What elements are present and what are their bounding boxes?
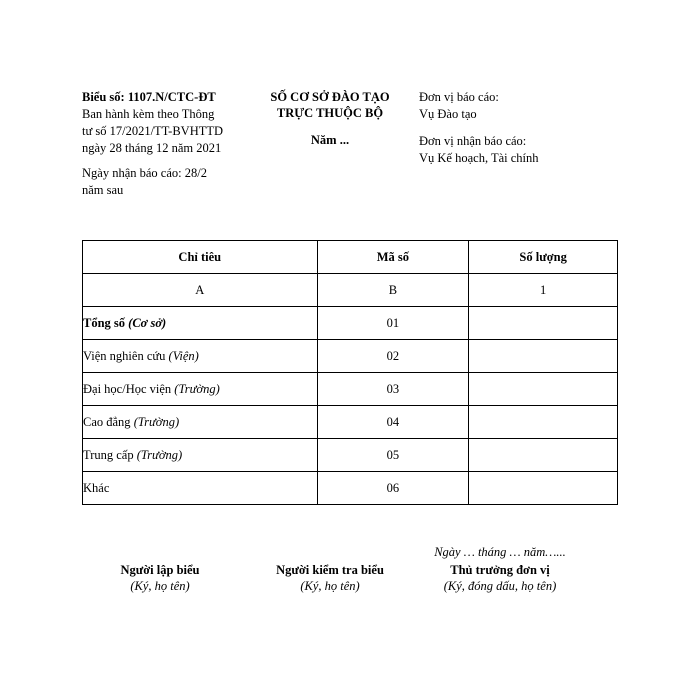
row-code: 03 bbox=[317, 373, 469, 406]
row-name: Khác bbox=[83, 480, 110, 495]
row-note: (Trường) bbox=[174, 381, 220, 396]
column-code-b: B bbox=[317, 274, 469, 307]
row-label bbox=[83, 373, 318, 406]
receiving-unit-value: Vụ Kế hoạch, Tài chính bbox=[419, 151, 539, 165]
sign-date-line: Ngày … tháng … năm…... bbox=[434, 545, 566, 559]
header-indicator: Chỉ tiêu bbox=[83, 241, 318, 274]
row-quantity-cell[interactable] bbox=[469, 472, 618, 505]
row-label bbox=[83, 406, 318, 439]
row-code: 02 bbox=[317, 340, 469, 373]
row-quantity-cell[interactable] bbox=[469, 307, 618, 340]
row-quantity-cell[interactable] bbox=[469, 373, 618, 406]
row-name: Cao đẳng bbox=[83, 414, 131, 429]
table-row bbox=[83, 472, 618, 505]
row-code: 04 bbox=[317, 406, 469, 439]
table-row bbox=[83, 373, 618, 406]
preparer-sign-note: (Ký, họ tên) bbox=[130, 579, 190, 593]
row-name: Đại học/Học viện bbox=[83, 381, 172, 396]
form-number: Biểu số: 1107.N/CTC-ĐT bbox=[82, 90, 216, 104]
header-quantity: Số lượng bbox=[469, 241, 618, 274]
row-code: 01 bbox=[317, 307, 469, 340]
row-label bbox=[83, 472, 318, 505]
column-code-1: 1 bbox=[469, 274, 618, 307]
row-quantity-cell[interactable] bbox=[469, 406, 618, 439]
head-signature bbox=[410, 544, 590, 594]
issued-line-1: Ban hành kèm theo Thông bbox=[82, 107, 215, 121]
table-row bbox=[83, 340, 618, 373]
head-title: Thủ trưởng đơn vị bbox=[450, 563, 550, 577]
preparer-title: Người lập biểu bbox=[120, 563, 200, 577]
header-code: Mã số bbox=[317, 241, 469, 274]
reporting-unit-value: Vụ Đào tạo bbox=[419, 107, 477, 121]
row-quantity-cell[interactable] bbox=[469, 340, 618, 373]
row-note: (Trường) bbox=[136, 447, 183, 462]
row-name: Trung cấp bbox=[83, 447, 134, 462]
receive-date-line-2: năm sau bbox=[82, 183, 124, 197]
head-sign-note: (Ký, đóng dấu, họ tên) bbox=[443, 579, 557, 593]
row-label bbox=[83, 439, 318, 472]
table-row bbox=[83, 406, 618, 439]
row-code: 05 bbox=[317, 439, 469, 472]
statistics-table bbox=[82, 240, 618, 505]
column-code-row bbox=[83, 274, 618, 307]
issued-line-3: ngày 28 tháng 12 năm 2021 bbox=[82, 141, 222, 155]
issued-line-2: tư số 17/2021/TT-BVHTTD bbox=[82, 124, 224, 138]
preparer-signature bbox=[85, 562, 235, 594]
row-name: Tổng số bbox=[83, 315, 126, 330]
row-label bbox=[83, 307, 318, 340]
column-code-a: A bbox=[83, 274, 318, 307]
checker-sign-note: (Ký, họ tên) bbox=[300, 579, 360, 593]
row-note: (Cơ sở) bbox=[128, 315, 167, 330]
report-title-line-2: TRỰC THUỘC BỘ bbox=[276, 106, 384, 120]
row-note: (Trường) bbox=[133, 414, 180, 429]
report-title-line-1: SỐ CƠ SỞ ĐÀO TẠO bbox=[270, 90, 390, 104]
unit-info-block bbox=[419, 89, 619, 167]
report-title-block bbox=[255, 89, 405, 148]
table-row bbox=[83, 307, 618, 340]
row-name: Viện nghiên cứu bbox=[83, 348, 166, 363]
receive-date-line-1: Ngày nhận báo cáo: 28/2 bbox=[82, 166, 207, 180]
reporting-unit-label: Đơn vị báo cáo: bbox=[419, 90, 499, 104]
receiving-unit-label: Đơn vị nhận báo cáo: bbox=[419, 134, 527, 148]
row-code: 06 bbox=[317, 472, 469, 505]
checker-signature bbox=[250, 562, 410, 594]
report-year: Năm ... bbox=[310, 133, 350, 147]
row-note: (Viện) bbox=[168, 348, 199, 363]
table-header-row bbox=[83, 241, 618, 274]
table-row bbox=[83, 439, 618, 472]
row-quantity-cell[interactable] bbox=[469, 439, 618, 472]
checker-title: Người kiểm tra biểu bbox=[276, 563, 384, 577]
form-info-block bbox=[82, 89, 260, 199]
row-label bbox=[83, 340, 318, 373]
